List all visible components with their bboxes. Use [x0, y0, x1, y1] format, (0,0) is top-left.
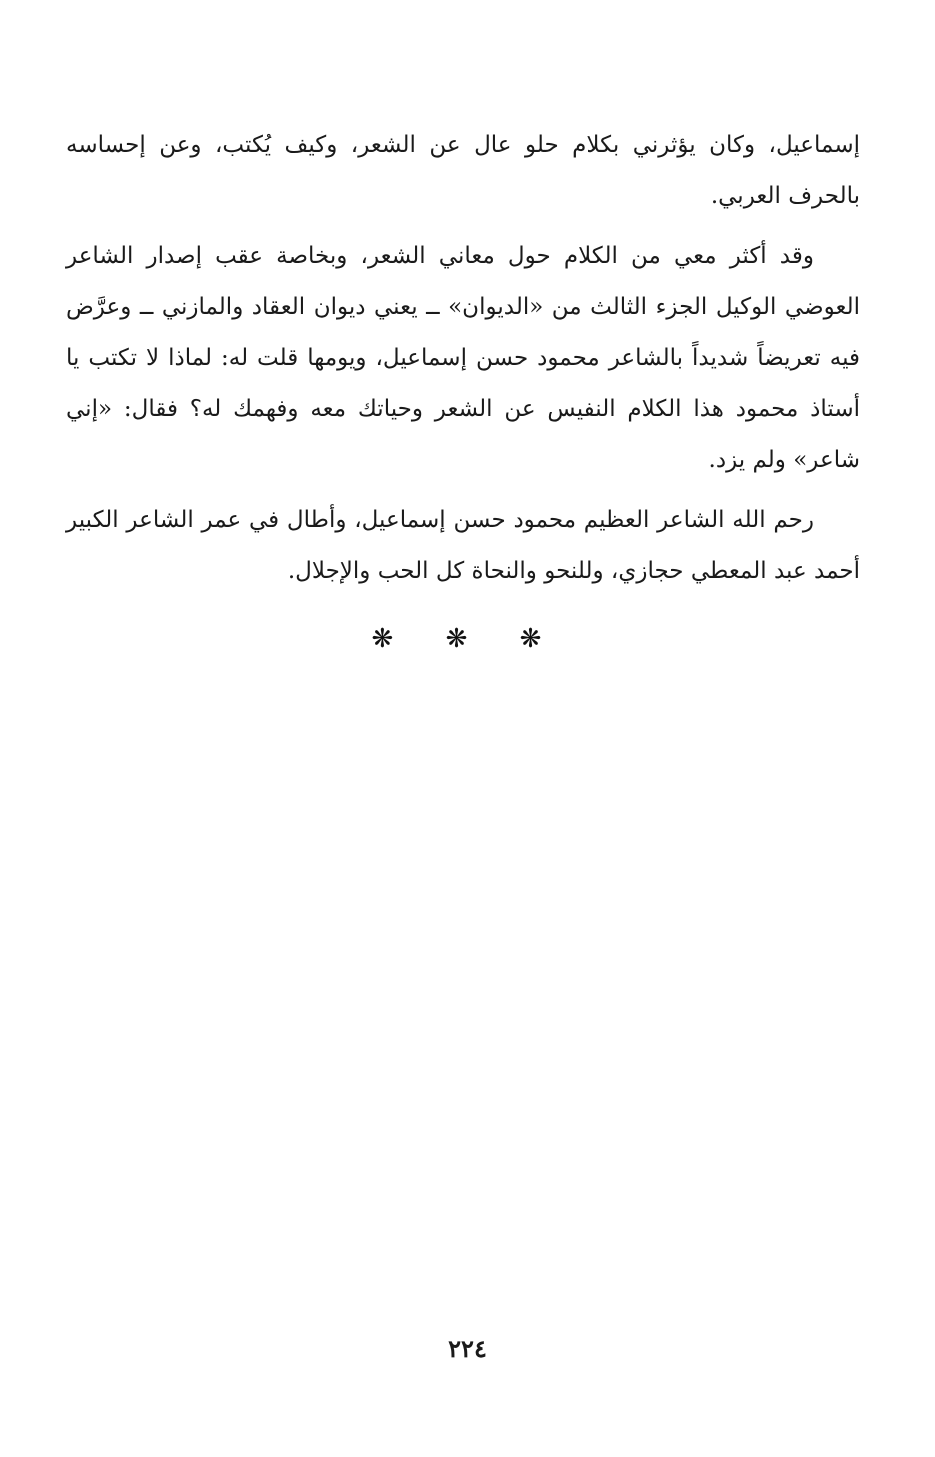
- paragraph-continuation: إسماعيل، وكان يؤثرني بكلام حلو عال عن الشعر، وكيف يُكتب، وعن إحساسه بالحرف العربي.: [66, 132, 860, 209]
- page-number: ٢٢٤: [448, 1334, 487, 1363]
- body-text: [66, 120, 860, 606]
- section-separator: ❋ ❋ ❋: [371, 624, 564, 654]
- paragraph-closing: رحم الله الشاعر العظيم محمود حسن إسماعيل، وأطال في عمر الشاعر الكبير أحمد عبد المعطي حجازي، وللنحو والنحاة كل الحب والإجلال.: [66, 507, 860, 584]
- paragraph-poetry-discussion: وقد أكثر معي من الكلام حول معاني الشعر، وبخاصة عقب إصدار الشاعر العوضي الوكيل الجزء الثالث من «الديوان» ــ يعني ديوان العقاد والمازني ــ وعرَّض فيه تعريضاً شديداً بالشاعر محمود حسن إسماعيل، ويومها قلت له: لماذا لا تكتب يا أستاذ محمود هذا الكلام النفيس عن الشعر وحياتك معه وفهمك له؟ فقال: «إني شاعر» ولم يزد.: [66, 243, 860, 473]
